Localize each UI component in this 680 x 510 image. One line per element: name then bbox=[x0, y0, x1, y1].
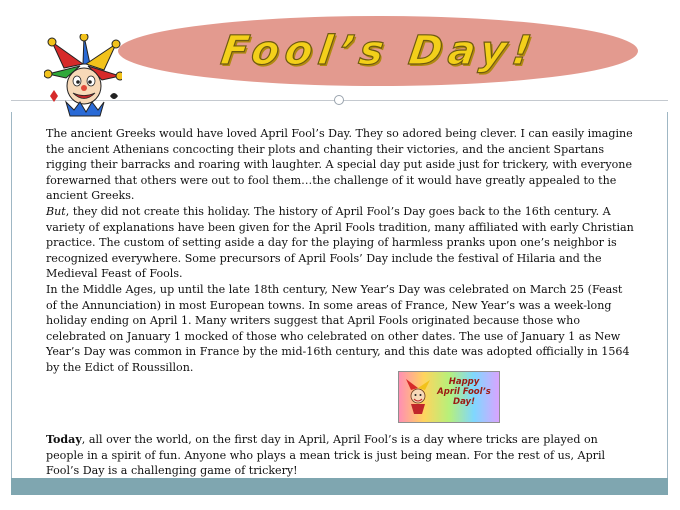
paragraph-history bbox=[46, 204, 634, 282]
article-body bbox=[46, 126, 634, 376]
paragraph-history-text: , they did not create this holiday. The history of April Fool’s Day goes back to the 16th century. A variety of explanations have been given for the April Fools tradition, many affiliated with early Christian practice. The custom of setting aside a day for the playing of harmless pranks upon one’s neighbor is recognized everywhere. Some precursors of April Fools’ Day include the festival of Hilaria and the Medieval Feast of Fools. bbox=[46, 204, 634, 281]
paragraph-greeks: The ancient Greeks would have loved April Fool’s Day. They so adored being clever. I can easily imagine the ancient Athenians concocting their plots and chanting their victories, and the ancient Spartans rigging their barracks and roaring with laughter. A special day put aside just for trickery, with everyone forewarned that others were out to fool them…the challenge of it would have greatly appealed to the ancient Greeks. bbox=[46, 127, 633, 203]
jester-icon bbox=[44, 34, 122, 118]
jester-icon bbox=[403, 376, 433, 416]
happy-april-fools-card bbox=[398, 371, 500, 423]
paragraph-middle-ages: In the Middle Ages, up until the late 18th century, New Year’s Day was celebrated on March 25 (Feast of the Annunciation) in most European towns. In some areas of France, New Year’s was a week-long holiday ending on April 1. Many writers suggest that April Fools originated because those who celebrated on January 1 mocked of those who celebrated on other dates. The use of January 1 as New Year’s Day was common in France by the mid-16th century, and this date was adopted officially in 1564 by the Edict of Roussillon. bbox=[46, 282, 630, 374]
article-closing bbox=[46, 432, 634, 479]
card-line-happy: Happy bbox=[448, 377, 480, 387]
footer-band bbox=[11, 478, 668, 495]
card-line-april-fools: April Fool’s bbox=[437, 387, 491, 397]
divider-knob bbox=[334, 95, 344, 105]
card-line-day: Day! bbox=[453, 397, 475, 407]
page-title: Fool’s Day! bbox=[218, 28, 540, 74]
card-greeting bbox=[433, 377, 495, 407]
paragraph-today-text: , all over the world, on the first day in April, April Fool’s is a day where tricks are played on people in a spirit of fun. Anyone who plays a mean trick is just being mean. For the rest of us, April Fool’s Day is a challenging game of trickery! bbox=[46, 433, 606, 478]
paragraph-today bbox=[46, 432, 634, 479]
paragraph-history-lead: But bbox=[46, 204, 66, 218]
paragraph-today-lead: Today bbox=[46, 433, 82, 446]
